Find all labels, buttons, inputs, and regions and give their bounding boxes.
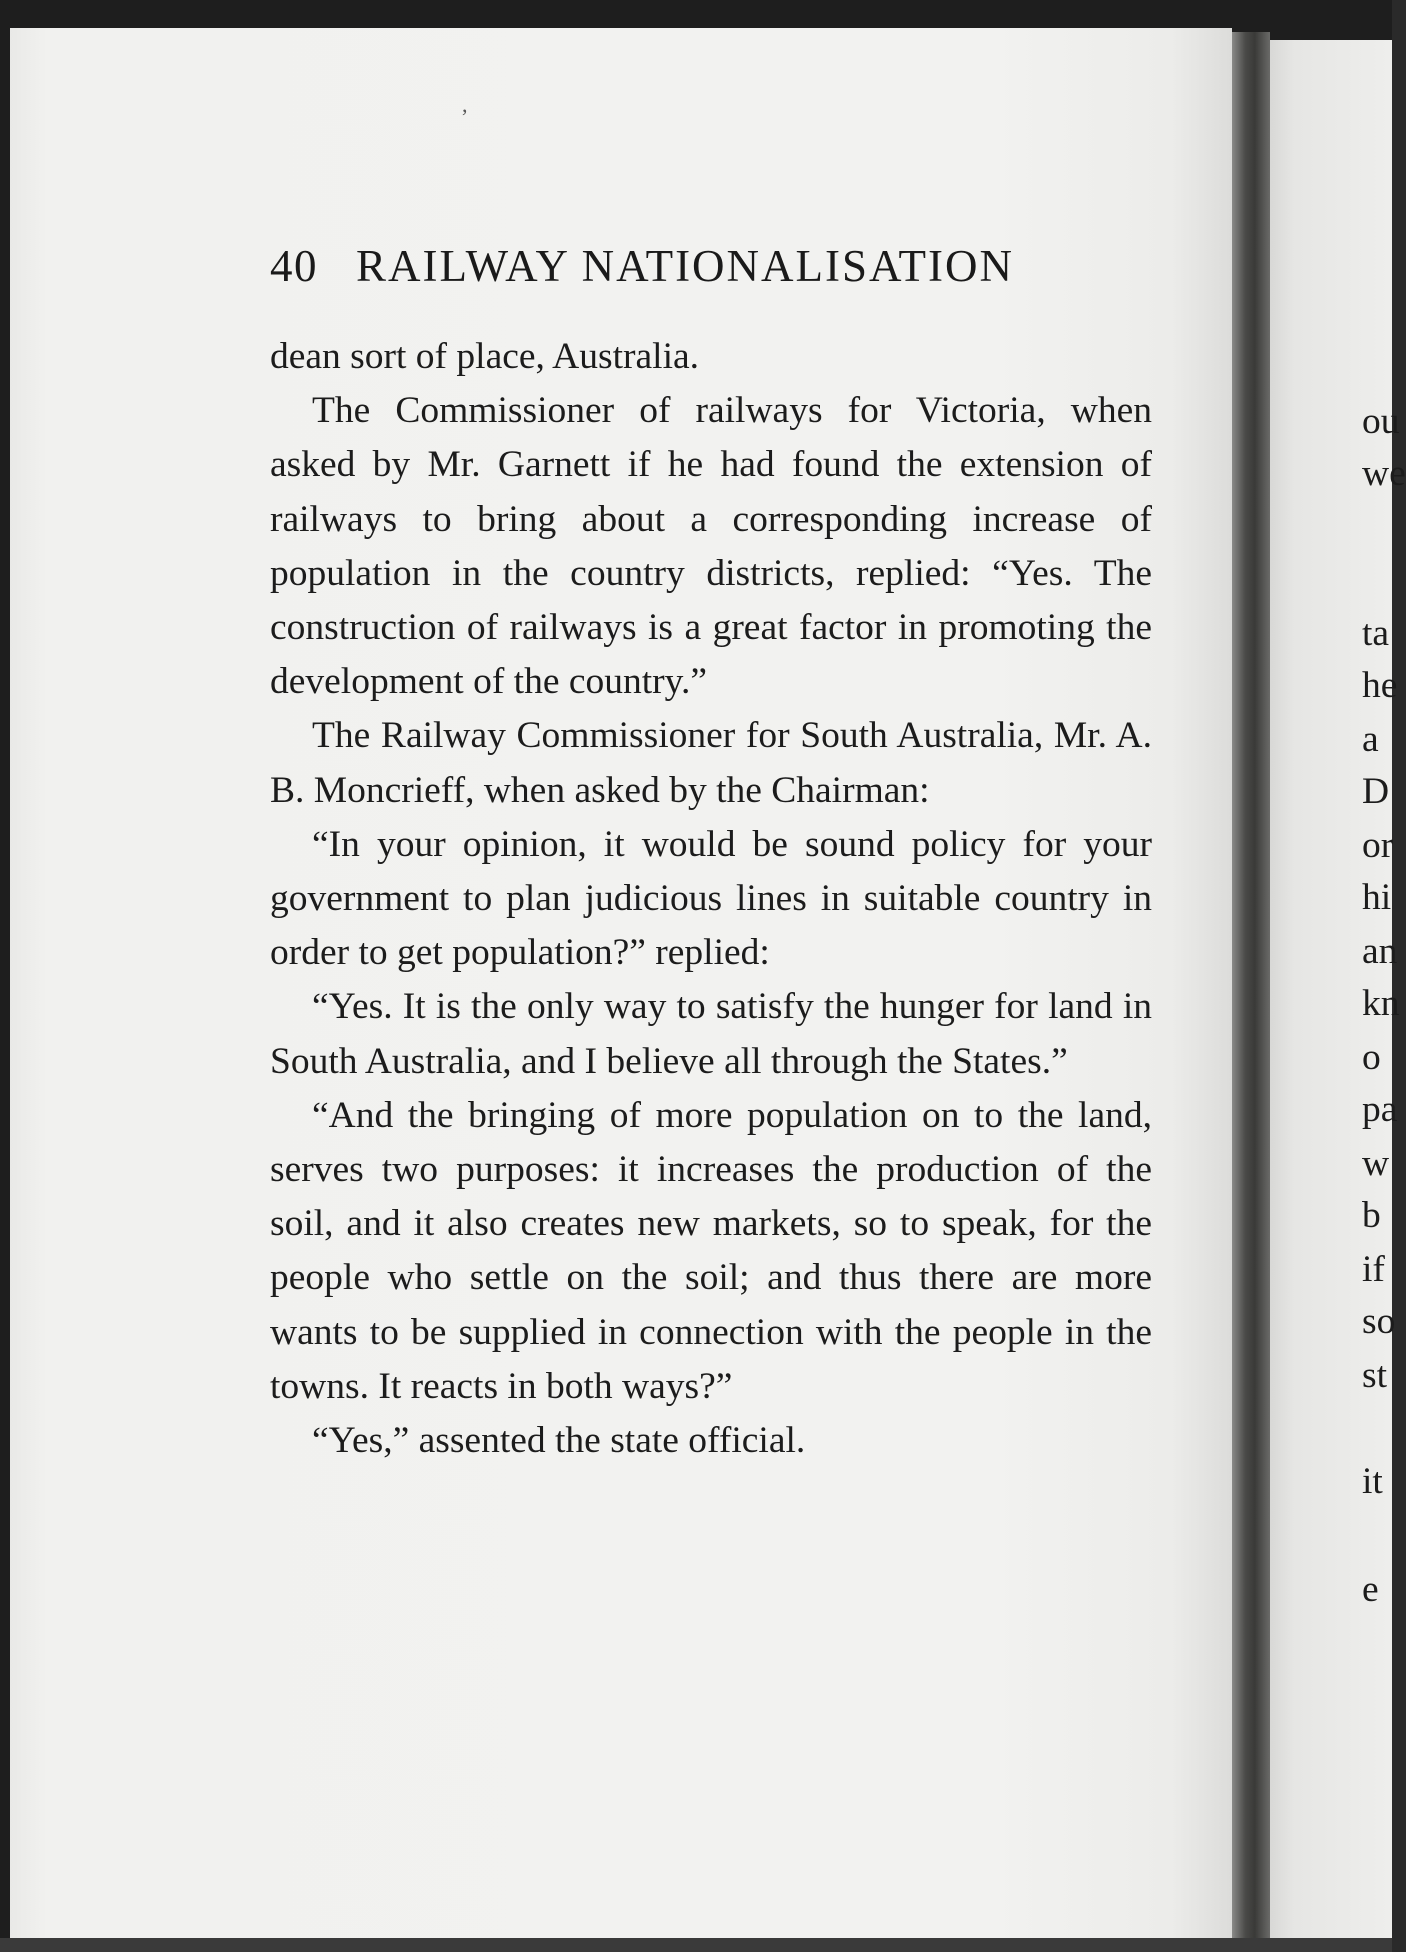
running-title: RAILWAY NATIONALISATION — [356, 241, 1015, 291]
facing-page-fragment: b — [1362, 1195, 1381, 1236]
paragraph-continuation: dean sort of place, Australia. — [270, 336, 700, 377]
facing-page-fragment: an — [1362, 931, 1398, 972]
facing-page-fragment: hi — [1362, 877, 1392, 918]
paragraph: The Commissioner of railways for Victoria, when asked by Mr. Garnett if he had found the extension of railways to bring about a corresponding increase of population in the country districts, replied: “Yes. The construction of railways is a great factor in promoting the development of the country.” — [270, 390, 1152, 703]
facing-page-fragment: D — [1362, 771, 1390, 812]
paragraph: “In your opinion, it would be sound policy for your government to plan judicious lines in suitable country in order to get population?” replied: — [270, 823, 1152, 974]
paragraph: The Railway Commissioner for South Australia, Mr. A. B. Moncrieff, when asked by the Chairman: — [270, 715, 1152, 811]
facing-page-fragment: e — [1362, 1569, 1379, 1610]
paragraph: “And the bringing of more population on to the land, serves two purposes: it increases the production of the soil, and it also creates new markets, so to speak, for the people who settle on the soil; and thus there are more wants to be supplied in connection with the people in the towns. It reacts in both ways?” — [270, 1094, 1152, 1407]
facing-page-fragment: a — [1362, 719, 1379, 760]
body-text — [270, 330, 1152, 1468]
facing-page-fragment: ou — [1362, 401, 1400, 442]
facing-page-fragment: ta — [1362, 613, 1390, 654]
facing-page-text — [1362, 0, 1406, 1952]
facing-page-fragment: pa — [1362, 1089, 1398, 1130]
facing-page-fragment: he — [1362, 665, 1398, 706]
facing-page-fragment: w — [1362, 1143, 1390, 1184]
facing-page-fragment: o — [1362, 1037, 1381, 1078]
facing-page-fragment: so — [1362, 1301, 1396, 1342]
facing-page-fragment: st — [1362, 1355, 1388, 1396]
facing-page-fragment: or — [1362, 825, 1394, 866]
facing-page-fragment: if — [1362, 1249, 1385, 1290]
scan-bottom-edge — [0, 1938, 1392, 1952]
book-gutter — [1232, 32, 1270, 1944]
ink-speck: , — [462, 92, 468, 117]
paragraph: “Yes,” assented the state official. — [312, 1420, 806, 1462]
facing-page-fragment: it — [1362, 1461, 1383, 1502]
paragraph: “Yes. It is the only way to satisfy the hunger for land in South Australia, and I believe all through the States.” — [270, 986, 1152, 1082]
facing-page-fragment: kn — [1362, 983, 1400, 1024]
page-header — [270, 240, 1150, 292]
facing-page-fragment: we — [1362, 453, 1406, 494]
page-number: 40 — [270, 241, 318, 291]
